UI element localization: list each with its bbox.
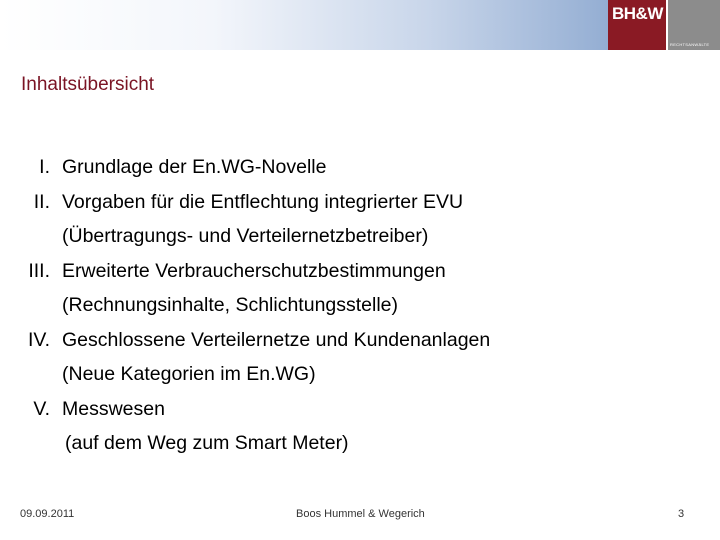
agenda-item-1: [0, 150, 720, 185]
bhw-logo: [608, 0, 720, 50]
agenda-item-text: Erweiterte Verbraucherschutzbestimmungen: [62, 259, 446, 282]
agenda-item-subtext: (auf dem Weg zum Smart Meter): [65, 432, 349, 454]
agenda-item-subtext: (Neue Kategorien im En.WG): [62, 363, 316, 385]
agenda-numeral: V.: [33, 397, 50, 420]
agenda-item-subtext: (Übertragungs- und Verteilernetzbetreiber): [62, 225, 429, 247]
agenda-item-text: Messwesen: [62, 397, 165, 420]
logo-text: BH&W: [612, 4, 663, 23]
agenda-item-subtext: (Rechnungsinhalte, Schlichtungsstelle): [62, 294, 399, 316]
agenda-item-text: Geschlossene Verteilernetze und Kundenanlagen: [62, 328, 491, 351]
agenda-numeral: I.: [39, 156, 50, 178]
agenda-numeral: II.: [33, 190, 50, 213]
agenda-item-4: [0, 323, 720, 392]
agenda-numeral: III.: [28, 259, 50, 282]
agenda-list: [0, 150, 720, 461]
footer-date: 09.09.2011: [20, 508, 75, 520]
footer-page-number: 3: [678, 508, 685, 520]
agenda-item-2: [0, 185, 720, 254]
agenda-item-3: [0, 254, 720, 323]
agenda-item-text: Grundlage der En.WG-Novelle: [62, 156, 327, 178]
agenda-item-5: [0, 392, 720, 461]
logo-subtext: RECHTSANWÄLTE: [670, 42, 710, 47]
header-band: [0, 0, 608, 50]
slide-title: Inhaltsübersicht: [21, 74, 155, 95]
agenda-item-text: Vorgaben für die Entflechtung integrierter EVU: [62, 190, 464, 213]
footer-firm-name: Boos Hummel & Wegerich: [296, 508, 425, 520]
agenda-numeral: IV.: [27, 328, 50, 351]
